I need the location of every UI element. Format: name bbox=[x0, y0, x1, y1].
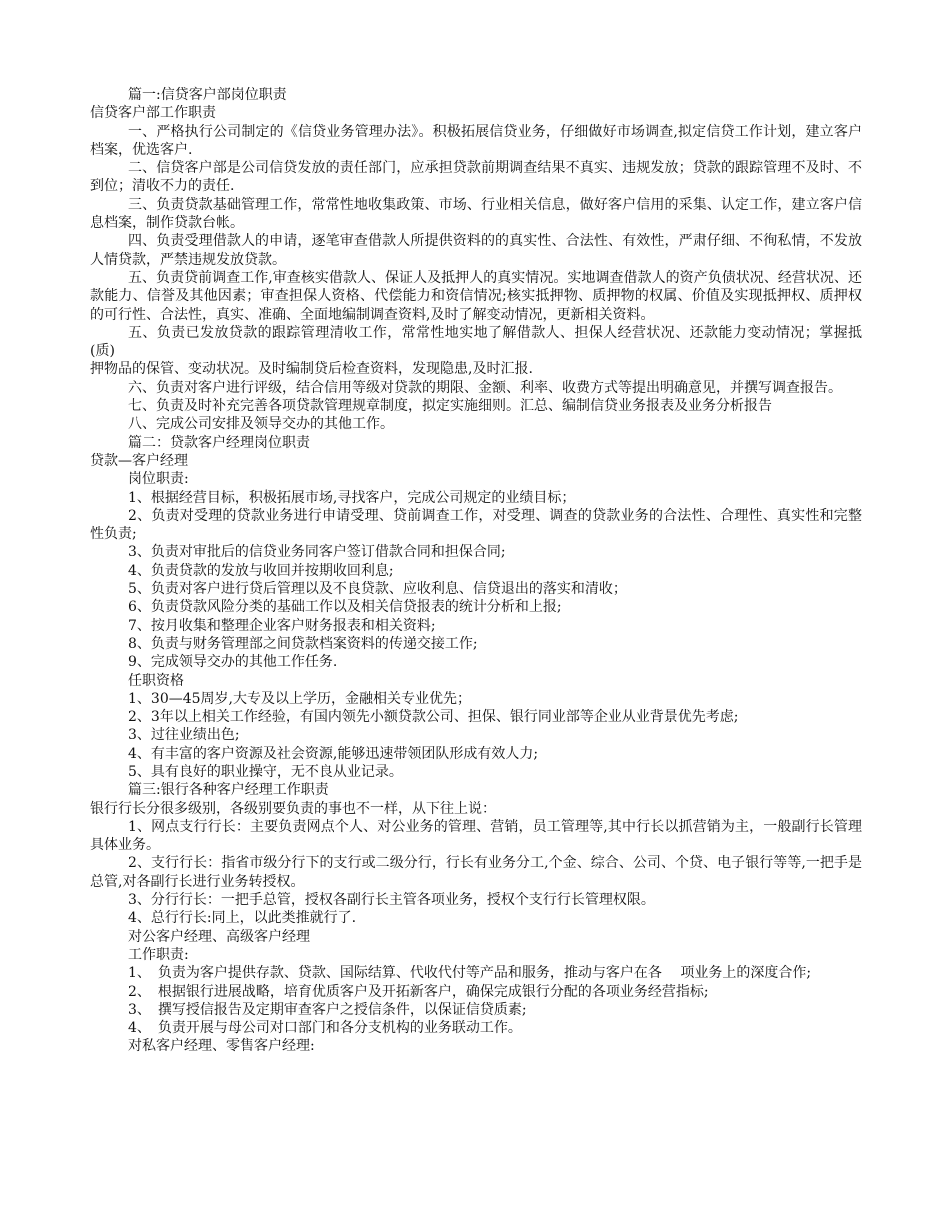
paragraph: 篇一:信贷客户部岗位职责 bbox=[128, 87, 287, 103]
paragraph: 2、支行行长：指省市级分行下的支行或二级分行，行长有业务分工,个金、综合、公司、个贷、电子银行等等,一把手是总管,对各副行长进行业务转授权。 bbox=[90, 855, 862, 890]
paragraph: 4、 负责开展与母公司对口部门和各分支机构的业务联动工作。 bbox=[128, 1020, 522, 1037]
paragraph: 2、3年以上相关工作经验，有国内领先小额贷款公司、担保、银行同业部等企业从业背景优先考虑; bbox=[128, 709, 739, 726]
paragraph: 任职资格 bbox=[128, 672, 184, 689]
paragraph: 押物品的保管、变动状况。及时编制贷后检查资料，发现隐患,及时汇报. bbox=[90, 361, 533, 378]
paragraph: 8、负责与财务管理部之间贷款档案资料的传递交接工作; bbox=[128, 635, 478, 652]
paragraph: 一、严格执行公司制定的《信贷业务管理办法》。积极拓展信贷业务，仔细做好市场调查,拟定信贷工作计划，建立客户档案，优选客户. bbox=[90, 123, 862, 158]
paragraph: 7、按月收集和整理企业客户财务报表和相关资料; bbox=[128, 617, 436, 634]
paragraph: 4、有丰富的客户资源及社会资源,能够迅速带领团队形成有效人力; bbox=[128, 745, 539, 762]
paragraph: 对私客户经理、零售客户经理: bbox=[128, 1038, 315, 1055]
paragraph: 3、 撰写授信报告及定期审查客户之授信条件，以保证信贷质素; bbox=[128, 1001, 527, 1018]
paragraph: 4、负责贷款的发放与收回并按期收回利息; bbox=[128, 562, 394, 579]
paragraph: 三、负责贷款基础管理工作，常常性地收集政策、市场、行业相关信息，做好客户信用的采集、认定工作，建立客户信息档案，制作贷款台帐。 bbox=[90, 196, 862, 232]
paragraph: 5、具有良好的职业操守，无不良从业记录。 bbox=[128, 763, 403, 780]
paragraph: 6、负责贷款风险分类的基础工作以及相关信贷报表的统计分析和上报; bbox=[128, 599, 562, 616]
paragraph: 4、总行行长:同上，以此类推就行了. bbox=[128, 910, 357, 927]
paragraph: 9、完成领导交办的其他工作任务. bbox=[128, 654, 338, 671]
paragraph: 五、负责已发放贷款的跟踪管理清收工作，常常性地实地了解借款人、担保人经营状况、还款能力变动情况；掌握抵(质) bbox=[90, 324, 862, 360]
paragraph: 工作职责: bbox=[128, 946, 189, 963]
paragraph: 1、30—45周岁,大专及以上学历，金融相关专业优先； bbox=[128, 690, 471, 707]
paragraph: 四、负责受理借款人的申请，逐笔审查借款人所提供资料的的真实性、合法性、有效性，严肃仔细、不徇私情，不发放人情贷款，严禁违规发放贷款。 bbox=[90, 233, 862, 268]
paragraph: 对公客户经理、高级客户经理 bbox=[128, 928, 310, 945]
paragraph: 3、过往业绩出色; bbox=[128, 727, 240, 744]
paragraph: 1、网点支行行长：主要负责网点个人、对公业务的管理、营销，员工管理等,其中行长以抓营销为主，一般副行长管理具体业务。 bbox=[90, 818, 862, 854]
document-body bbox=[90, 86, 862, 1056]
paragraph: 七、负责及时补充完善各项贷款管理规章制度，拟定实施细则。汇总、编制信贷业务报表及业务分析报告 bbox=[128, 398, 772, 415]
paragraph: 2、负责对受理的贷款业务进行申请受理、贷前调查工作，对受理、调查的贷款业务的合法性、合理性、真实性和完整性负责; bbox=[90, 507, 862, 543]
paragraph: 篇二：贷款客户经理岗位职责 bbox=[128, 434, 310, 451]
paragraph: 六、负责对客户进行评级，结合信用等级对贷款的期限、金额、利率、收费方式等提出明确意见，并撰写调查报告。 bbox=[128, 379, 842, 396]
paragraph: 二、信贷客户部是公司信贷发放的责任部门，应承担贷款前期调查结果不真实、违规发放；贷款的跟踪管理不及时、不到位；清收不力的责任. bbox=[90, 160, 862, 195]
paragraph: 银行行长分很多级别，各级别要负责的事也不一样，从下往上说： bbox=[90, 800, 496, 817]
paragraph: 贷款—客户经理 bbox=[90, 452, 188, 469]
paragraph: 3、负责对审批后的信贷业务同客户签订借款合同和担保合同; bbox=[128, 544, 506, 561]
paragraph: 3、分行行长：一把手总管，授权各副行长主管各项业务，授权个支行行长管理权限。 bbox=[128, 892, 655, 909]
paragraph: 岗位职责: bbox=[128, 471, 189, 488]
paragraph: 2、 根据银行进展战略，培育优质客户及开拓新客户，确保完成银行分配的各项业务经营指标; bbox=[128, 983, 709, 1000]
paragraph: 篇三:银行各种客户经理工作职责 bbox=[128, 782, 329, 799]
paragraph: 信贷客户部工作职责 bbox=[90, 105, 216, 122]
paragraph: 五、负责贷前调查工作,审查核实借款人、保证人及抵押人的真实情况。实地调查借款人的资产负债状况、经营状况、还款能力、信誉及其他因素；审查担保人资格、代偿能力和资信情况;核实抵押物、质押物的权属、价值及实现抵押权、质押权的可行性、合法性，真实、准确、全面地编制调查资料,及时了解变动情况，更新相关资料。 bbox=[90, 269, 862, 323]
paragraph: 1、根据经营目标，积极拓展市场,寻找客户，完成公司规定的业绩目标； bbox=[128, 489, 576, 506]
paragraph: 1、 负责为客户提供存款、贷款、国际结算、代收代付等产品和服务，推动与客户在各 项业务上的深度合作; bbox=[128, 965, 812, 982]
paragraph: 八、完成公司安排及领导交办的其他工作。 bbox=[128, 416, 394, 433]
paragraph: 5、负责对客户进行贷后管理以及不良贷款、应收利息、信贷退出的落实和清收； bbox=[128, 581, 627, 598]
